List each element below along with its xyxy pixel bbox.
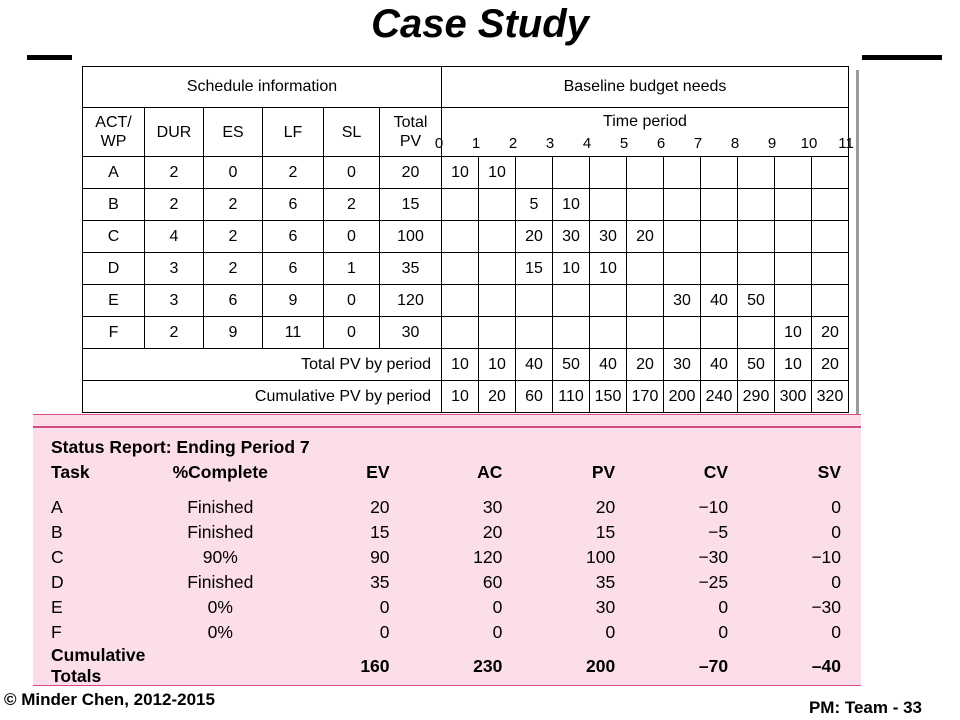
cell-period [701, 189, 738, 221]
spacer-cell [51, 485, 841, 495]
status-cell-sv: 0 [831, 522, 841, 542]
cell-period: 60 [516, 381, 553, 413]
cell-sl: 1 [324, 253, 380, 285]
col-header-act-wp: ACT/ WP [83, 108, 145, 157]
cell-period [442, 285, 479, 317]
cell-period [738, 253, 775, 285]
period-ticks [434, 135, 854, 155]
schedule-row [83, 285, 849, 317]
cell-period [775, 253, 812, 285]
status-header-cv: CV [703, 462, 729, 482]
cell-period [479, 189, 516, 221]
cell-total: 15 [380, 189, 442, 221]
status-row [51, 620, 841, 645]
cell-sl: 0 [324, 221, 380, 253]
cell-period: 170 [627, 381, 664, 413]
status-report-panel [33, 414, 861, 686]
status-report-title: Status Report: Ending Period 7 [51, 437, 310, 457]
cell-period [627, 157, 664, 189]
schedule-row [83, 317, 849, 349]
cell-period [738, 189, 775, 221]
cell-lf: 2 [263, 157, 324, 189]
status-cell-task: F [51, 622, 62, 642]
cell-period [701, 221, 738, 253]
cell-period [553, 157, 590, 189]
status-cell-pct-complete: 0% [207, 597, 233, 617]
status-title-row [51, 435, 841, 460]
status-header-ev: EV [366, 462, 390, 482]
schedule-column-header-row [83, 108, 849, 157]
status-cell-sv: 0 [831, 572, 841, 592]
cell-period: 40 [701, 349, 738, 381]
cell-sl: 0 [324, 157, 380, 189]
status-cell-task: E [51, 597, 63, 617]
cell-period: 50 [553, 349, 590, 381]
status-cell-ac: 120 [473, 547, 503, 567]
status-cell-pv: 15 [595, 522, 616, 542]
cell-act: B [83, 189, 145, 221]
status-cell-sv: 0 [831, 622, 841, 642]
period-tick: 6 [656, 135, 666, 152]
cell-period: 200 [664, 381, 701, 413]
cell-period: 290 [738, 381, 775, 413]
total-pv-row-label: Total PV by period [83, 349, 442, 381]
cell-es: 2 [204, 253, 263, 285]
status-cell-cv: 0 [718, 597, 729, 617]
cell-period [812, 221, 849, 253]
status-totals-row [51, 645, 841, 687]
cell-lf: 11 [263, 317, 324, 349]
cell-period: 20 [516, 221, 553, 253]
cell-period [553, 317, 590, 349]
status-header-task: Task [51, 462, 90, 482]
status-cell-task: D [51, 572, 64, 592]
cell-lf: 6 [263, 221, 324, 253]
cell-dur: 4 [145, 221, 204, 253]
cell-period [590, 317, 627, 349]
status-cell-ac: 30 [482, 497, 503, 517]
status-cell-task: A [51, 497, 63, 517]
cell-period: 300 [775, 381, 812, 413]
status-row [51, 520, 841, 545]
schedule-section-header-row [83, 67, 849, 108]
cell-period [627, 285, 664, 317]
status-cell-ev: 0 [379, 597, 390, 617]
cell-period: 30 [553, 221, 590, 253]
cell-period [664, 157, 701, 189]
cell-period [516, 317, 553, 349]
cell-period [775, 157, 812, 189]
period-tick: 9 [767, 135, 777, 152]
cell-period [738, 317, 775, 349]
schedule-table-panel [82, 66, 856, 416]
schedule-row [83, 189, 849, 221]
cell-period: 20 [627, 221, 664, 253]
cell-period: 20 [479, 381, 516, 413]
cell-total: 120 [380, 285, 442, 317]
cell-period [701, 317, 738, 349]
period-tick: 2 [508, 135, 518, 152]
cell-total: 20 [380, 157, 442, 189]
col-header-total-pv: Total PV [380, 108, 442, 157]
time-period-label: Time period [603, 113, 687, 130]
cell-period: 5 [516, 189, 553, 221]
cell-period: 110 [553, 381, 590, 413]
cell-period [590, 189, 627, 221]
cell-es: 2 [204, 189, 263, 221]
section-schedule-information: Schedule information [83, 67, 442, 108]
cell-period: 20 [812, 349, 849, 381]
status-cell-ev: 35 [370, 572, 390, 592]
cell-period [442, 253, 479, 285]
status-cell-pv: 35 [595, 572, 616, 592]
status-cell-ac: 60 [482, 572, 503, 592]
schedule-row [83, 253, 849, 285]
status-row [51, 545, 841, 570]
cell-period [590, 285, 627, 317]
cell-period [775, 285, 812, 317]
cell-period [738, 221, 775, 253]
cell-period [627, 317, 664, 349]
cell-lf: 6 [263, 189, 324, 221]
cell-period [627, 189, 664, 221]
status-cell-ev: 20 [370, 497, 390, 517]
cell-es: 9 [204, 317, 263, 349]
col-header-es: ES [204, 108, 263, 157]
cell-period: 150 [590, 381, 627, 413]
status-cell-ev: 15 [370, 522, 390, 542]
cell-dur: 2 [145, 317, 204, 349]
status-total-sv: –40 [811, 655, 841, 676]
period-tick: 11 [838, 135, 854, 152]
cell-lf: 6 [263, 253, 324, 285]
schedule-row [83, 221, 849, 253]
status-total-ac: 230 [473, 655, 503, 676]
cell-period [812, 189, 849, 221]
col-header-sl: SL [324, 108, 380, 157]
cell-total: 35 [380, 253, 442, 285]
cell-period: 30 [664, 285, 701, 317]
cell-period [442, 317, 479, 349]
cell-period: 10 [442, 381, 479, 413]
cell-period: 10 [775, 317, 812, 349]
status-cell-sv: −10 [811, 547, 841, 567]
schedule-row [83, 157, 849, 189]
cell-period: 10 [442, 157, 479, 189]
cell-lf: 9 [263, 285, 324, 317]
status-cell-pv: 20 [595, 497, 616, 517]
period-tick: 4 [582, 135, 592, 152]
cell-period [775, 221, 812, 253]
cell-period: 30 [590, 221, 627, 253]
period-tick: 1 [471, 135, 481, 152]
period-tick: 5 [619, 135, 629, 152]
cell-dur: 3 [145, 253, 204, 285]
status-cell-pct-complete: 90% [202, 547, 238, 567]
cell-period: 10 [442, 349, 479, 381]
period-tick: 3 [545, 135, 555, 152]
cell-period: 10 [553, 253, 590, 285]
status-cell-task: C [51, 547, 64, 567]
cell-sl: 0 [324, 317, 380, 349]
cell-period [442, 189, 479, 221]
title-rule-right [862, 55, 942, 60]
cell-sl: 0 [324, 285, 380, 317]
cell-period: 10 [775, 349, 812, 381]
cell-dur: 2 [145, 189, 204, 221]
status-cell-pct-complete: Finished [187, 572, 254, 592]
status-cell-pv: 100 [586, 547, 616, 567]
cell-total: 100 [380, 221, 442, 253]
cell-period: 240 [701, 381, 738, 413]
schedule-table [82, 66, 854, 413]
cell-dur: 2 [145, 157, 204, 189]
status-cell-ac: 0 [492, 597, 503, 617]
total-pv-row [83, 349, 849, 381]
cell-act: C [83, 221, 145, 253]
status-header-sv: SV [817, 462, 841, 482]
cell-period: 15 [516, 253, 553, 285]
cell-period [479, 253, 516, 285]
cell-period [664, 253, 701, 285]
cell-sl: 2 [324, 189, 380, 221]
status-total-ev: 160 [360, 655, 390, 676]
cell-period [442, 221, 479, 253]
status-cell-cv: −10 [698, 497, 729, 517]
cell-period [590, 157, 627, 189]
cell-period: 10 [479, 349, 516, 381]
status-cell-pct-complete: Finished [187, 522, 254, 542]
status-header-ac: AC [477, 462, 503, 482]
col-header-lf: LF [263, 108, 324, 157]
cell-es: 2 [204, 221, 263, 253]
cell-period: 40 [701, 285, 738, 317]
cell-period [775, 189, 812, 221]
cell-period [664, 221, 701, 253]
cell-act: D [83, 253, 145, 285]
status-cell-sv: 0 [831, 497, 841, 517]
title-rule-left [27, 55, 72, 60]
cell-total: 30 [380, 317, 442, 349]
status-header-row [51, 460, 841, 485]
status-cell-ac: 0 [492, 622, 503, 642]
cell-period [738, 157, 775, 189]
period-tick: 0 [434, 135, 444, 152]
status-total-task: Cumulative Totals [51, 645, 146, 686]
cell-act: A [83, 157, 145, 189]
cell-dur: 3 [145, 285, 204, 317]
status-header-pv: PV [591, 462, 616, 482]
cell-period: 10 [590, 253, 627, 285]
status-row [51, 570, 841, 595]
cell-period [701, 157, 738, 189]
cell-period: 10 [479, 157, 516, 189]
period-tick: 8 [730, 135, 740, 152]
status-cell-cv: −30 [698, 547, 729, 567]
status-cell-task: B [51, 522, 63, 542]
cell-period: 20 [812, 317, 849, 349]
cell-period [479, 317, 516, 349]
cell-es: 6 [204, 285, 263, 317]
cell-period: 50 [738, 349, 775, 381]
cell-act: E [83, 285, 145, 317]
cell-period: 30 [664, 349, 701, 381]
status-report-table [51, 435, 841, 687]
status-cell-pv: 30 [595, 597, 616, 617]
cell-period [664, 317, 701, 349]
status-total-cv: –70 [698, 655, 729, 676]
status-cell-cv: −5 [708, 522, 729, 542]
status-header-pct-complete: %Complete [172, 462, 268, 482]
cell-period: 40 [590, 349, 627, 381]
cell-period: 40 [516, 349, 553, 381]
cell-period [516, 285, 553, 317]
cell-period [812, 285, 849, 317]
status-cell-pv: 0 [605, 622, 616, 642]
cell-period [479, 285, 516, 317]
status-row [51, 595, 841, 620]
cell-period [516, 157, 553, 189]
cumulative-pv-row [83, 381, 849, 413]
slide-number-footer: PM: Team - 33 [808, 698, 922, 717]
cell-period [812, 253, 849, 285]
period-tick: 10 [800, 135, 818, 152]
cell-es: 0 [204, 157, 263, 189]
status-cell-pct-complete: 0% [207, 622, 233, 642]
cell-period [701, 253, 738, 285]
slide-title: Case Study [371, 2, 589, 46]
cell-period [627, 253, 664, 285]
status-report-divider [33, 426, 861, 428]
cell-period [553, 285, 590, 317]
cumulative-pv-row-label: Cumulative PV by period [83, 381, 442, 413]
copyright-footer: © Minder Chen, 2012-2015 [4, 690, 215, 709]
cell-period: 10 [553, 189, 590, 221]
cell-act: F [83, 317, 145, 349]
cell-period [664, 189, 701, 221]
cell-period [812, 157, 849, 189]
status-total-pv: 200 [586, 655, 616, 676]
status-cell-ac: 20 [482, 522, 503, 542]
time-period-header [434, 108, 854, 157]
cell-period [479, 221, 516, 253]
status-cell-cv: 0 [718, 622, 729, 642]
period-tick: 7 [693, 135, 703, 152]
status-cell-ev: 0 [379, 622, 390, 642]
status-row [51, 495, 841, 520]
cell-period: 50 [738, 285, 775, 317]
cell-period: 320 [812, 381, 849, 413]
status-cell-ev: 90 [370, 547, 390, 567]
status-total-pct-complete [164, 645, 277, 687]
section-baseline-budget-needs: Baseline budget needs [442, 67, 849, 108]
status-spacer [51, 485, 841, 495]
col-header-dur: DUR [145, 108, 204, 157]
status-cell-sv: −30 [811, 597, 841, 617]
status-cell-cv: −25 [698, 572, 729, 592]
status-cell-pct-complete: Finished [187, 497, 254, 517]
cell-period: 20 [627, 349, 664, 381]
